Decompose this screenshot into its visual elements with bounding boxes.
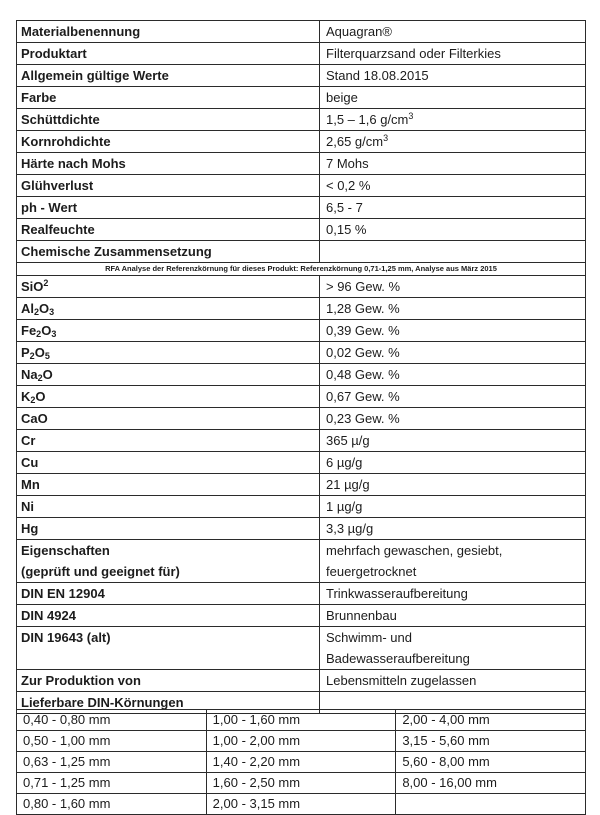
table-row <box>17 710 586 731</box>
table-row <box>17 627 586 670</box>
table-row <box>17 219 586 241</box>
section-heading-row <box>17 241 586 263</box>
row-label: Farbe <box>17 87 320 109</box>
table-row <box>17 605 586 627</box>
table-row <box>17 408 586 430</box>
compound-label: $P_2O_5$ <box>17 342 320 364</box>
properties-table <box>16 20 586 714</box>
compound-value: > 96 Gew. % <box>320 276 586 298</box>
compound-label: Ni <box>17 496 320 518</box>
production-label: Zur Produktion von <box>17 670 320 692</box>
compound-label: Cu <box>17 452 320 474</box>
row-label: Produktart <box>17 43 320 65</box>
grain-sizes-table <box>16 709 586 815</box>
table-row <box>17 496 586 518</box>
compound-value: 365 µ/g <box>320 430 586 452</box>
compound-value: 0,23 Gew. % <box>320 408 586 430</box>
compound-value: 3,3 µg/g <box>320 518 586 540</box>
grain-cell: 1,00 - 1,60 mm <box>206 710 396 731</box>
row-value <box>320 109 586 131</box>
rfa-note: RFA Analyse der Referenzkörnung für dieses Produkt: Referenzkörnung 0,71-1,25 mm, Analyse aus März 2015 <box>17 263 586 276</box>
din-label: DIN 4924 <box>17 605 320 627</box>
table-row <box>17 670 586 692</box>
chemistry-heading: Chemische Zusammensetzung <box>17 241 320 263</box>
row-value: Aquagran® <box>320 21 586 43</box>
row-label: Schüttdichte <box>17 109 320 131</box>
row-value: Stand 18.08.2015 <box>320 65 586 87</box>
table-row <box>17 175 586 197</box>
table-row <box>17 540 586 583</box>
table-row <box>17 386 586 408</box>
superscript: 3 <box>408 111 414 121</box>
compound-value: 0,02 Gew. % <box>320 342 586 364</box>
row-value <box>320 131 586 153</box>
compound-label: CaO <box>17 408 320 430</box>
compound-label: $Na_2O$ <box>17 364 320 386</box>
table-row <box>17 276 586 298</box>
din-value: Brunnenbau <box>320 605 586 627</box>
din-label: DIN 19643 (alt) <box>17 627 320 670</box>
compound-value: 1 µg/g <box>320 496 586 518</box>
din-label: DIN EN 12904 <box>17 583 320 605</box>
grain-cell: 8,00 - 16,00 mm <box>396 773 586 794</box>
table-row <box>17 87 586 109</box>
row-value: Filterquarzsand oder Filterkies <box>320 43 586 65</box>
table-row <box>17 583 586 605</box>
superscript: 3 <box>383 133 389 143</box>
grain-cell: 0,63 - 1,25 mm <box>17 752 207 773</box>
value-text: 1,5 – 1,6 g/cm <box>326 112 409 127</box>
grain-cell: 0,40 - 0,80 mm <box>17 710 207 731</box>
table-row <box>17 452 586 474</box>
table-row <box>17 342 586 364</box>
compound-value: 0,67 Gew. % <box>320 386 586 408</box>
table-row <box>17 731 586 752</box>
grain-cell: 1,00 - 2,00 mm <box>206 731 396 752</box>
compound-label: Mn <box>17 474 320 496</box>
value-text: 2,65 g/cm <box>326 134 384 149</box>
compound-value: 6 µg/g <box>320 452 586 474</box>
grain-cell <box>396 794 586 815</box>
compound-label: SiO$^2$ <box>17 276 320 298</box>
table-row <box>17 773 586 794</box>
grain-cell: 1,60 - 2,50 mm <box>206 773 396 794</box>
compound-label: $Fe_2O_3$ <box>17 320 320 342</box>
table-row <box>17 430 586 452</box>
compound-value: 0,48 Gew. % <box>320 364 586 386</box>
grain-sizes <box>16 709 586 815</box>
row-label: ph - Wert <box>17 197 320 219</box>
grain-cell: 0,50 - 1,00 mm <box>17 731 207 752</box>
row-label: Materialbenennung <box>17 21 320 43</box>
grains-heading: Lieferbare DIN-Körnungen <box>17 692 320 714</box>
table-row <box>17 364 586 386</box>
compound-label: $Al_2O_3$ <box>17 298 320 320</box>
table-row <box>17 794 586 815</box>
row-value: 7 Mohs <box>320 153 586 175</box>
din-value: Trinkwasseraufbereitung <box>320 583 586 605</box>
compound-label: $K_2O$ <box>17 386 320 408</box>
row-label: Kornrohdichte <box>17 131 320 153</box>
data-sheet <box>16 20 586 714</box>
row-label: Härte nach Mohs <box>17 153 320 175</box>
row-value: 6,5 - 7 <box>320 197 586 219</box>
row-value: 0,15 % <box>320 219 586 241</box>
table-row <box>17 320 586 342</box>
grain-cell: 0,80 - 1,60 mm <box>17 794 207 815</box>
din-value: Schwimm- und Badewasseraufbereitung <box>320 627 586 670</box>
table-row <box>17 131 586 153</box>
table-row <box>17 474 586 496</box>
row-label: Glühverlust <box>17 175 320 197</box>
properties-label: Eigenschaften (geprüft und geeignet für) <box>17 540 320 583</box>
compound-value: 0,39 Gew. % <box>320 320 586 342</box>
grain-cell: 3,15 - 5,60 mm <box>396 731 586 752</box>
row-label: Realfeuchte <box>17 219 320 241</box>
table-row <box>17 518 586 540</box>
row-value: beige <box>320 87 586 109</box>
table-row <box>17 298 586 320</box>
table-row <box>17 43 586 65</box>
production-value: Lebensmitteln zugelassen <box>320 670 586 692</box>
compound-label: Hg <box>17 518 320 540</box>
table-row <box>17 153 586 175</box>
grain-cell: 2,00 - 3,15 mm <box>206 794 396 815</box>
note-row <box>17 263 586 276</box>
empty-cell <box>320 241 586 263</box>
grain-cell: 0,71 - 1,25 mm <box>17 773 207 794</box>
grain-cell: 1,40 - 2,20 mm <box>206 752 396 773</box>
table-row <box>17 752 586 773</box>
grain-cell: 5,60 - 8,00 mm <box>396 752 586 773</box>
properties-value: mehrfach gewaschen, gesiebt, feuergetrocknet <box>320 540 586 583</box>
table-row <box>17 197 586 219</box>
compound-value: 1,28 Gew. % <box>320 298 586 320</box>
table-row <box>17 65 586 87</box>
compound-value: 21 µg/g <box>320 474 586 496</box>
table-row <box>17 21 586 43</box>
grain-cell: 2,00 - 4,00 mm <box>396 710 586 731</box>
compound-label: Cr <box>17 430 320 452</box>
row-label: Allgemein gültige Werte <box>17 65 320 87</box>
table-row <box>17 109 586 131</box>
row-value: < 0,2 % <box>320 175 586 197</box>
